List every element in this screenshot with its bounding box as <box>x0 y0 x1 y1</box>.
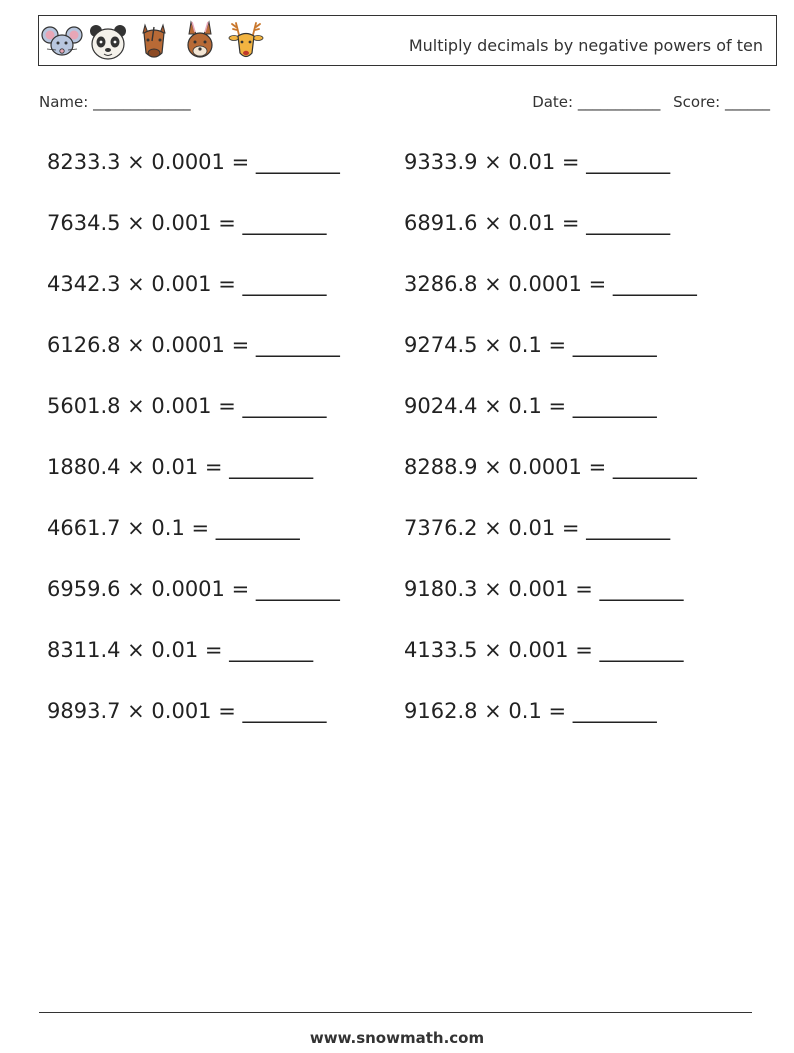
score-field[interactable]: Score: ______ <box>673 93 770 111</box>
problem-right-1[interactable]: 9333.9 × 0.01 = ________ <box>404 150 671 174</box>
problem-left-6[interactable]: 1880.4 × 0.01 = ________ <box>47 455 314 479</box>
problem-left-3[interactable]: 4342.3 × 0.001 = ________ <box>47 272 327 296</box>
problem-right-4[interactable]: 9274.5 × 0.1 = ________ <box>404 333 657 357</box>
problem-right-5[interactable]: 9024.4 × 0.1 = ________ <box>404 394 657 418</box>
problem-right-2[interactable]: 6891.6 × 0.01 = ________ <box>404 211 671 235</box>
problem-left-2[interactable]: 7634.5 × 0.001 = ________ <box>47 211 327 235</box>
problem-right-3[interactable]: 3286.8 × 0.0001 = ________ <box>404 272 697 296</box>
footer-divider <box>39 1012 752 1013</box>
problem-right-9[interactable]: 4133.5 × 0.001 = ________ <box>404 638 684 662</box>
problem-right-10[interactable]: 9162.8 × 0.1 = ________ <box>404 699 657 723</box>
problem-right-8[interactable]: 9180.3 × 0.001 = ________ <box>404 577 684 601</box>
problem-left-7[interactable]: 4661.7 × 0.1 = ________ <box>47 516 300 540</box>
problem-right-7[interactable]: 7376.2 × 0.01 = ________ <box>404 516 671 540</box>
date-field[interactable]: Date: ___________ <box>532 93 661 111</box>
problem-left-10[interactable]: 9893.7 × 0.001 = ________ <box>47 699 327 723</box>
problem-right-6[interactable]: 8288.9 × 0.0001 = ________ <box>404 455 697 479</box>
footer-website[interactable]: www.snowmath.com <box>309 1029 485 1047</box>
problem-left-5[interactable]: 5601.8 × 0.001 = ________ <box>47 394 327 418</box>
problem-left-9[interactable]: 8311.4 × 0.01 = ________ <box>47 638 314 662</box>
problem-left-4[interactable]: 6126.8 × 0.0001 = ________ <box>47 333 340 357</box>
problem-left-8[interactable]: 6959.6 × 0.0001 = ________ <box>47 577 340 601</box>
worksheet-title: Multiply decimals by negative powers of ten <box>408 36 763 55</box>
problem-left-1[interactable]: 8233.3 × 0.0001 = ________ <box>47 150 340 174</box>
name-field[interactable]: Name: _____________ <box>39 93 191 111</box>
